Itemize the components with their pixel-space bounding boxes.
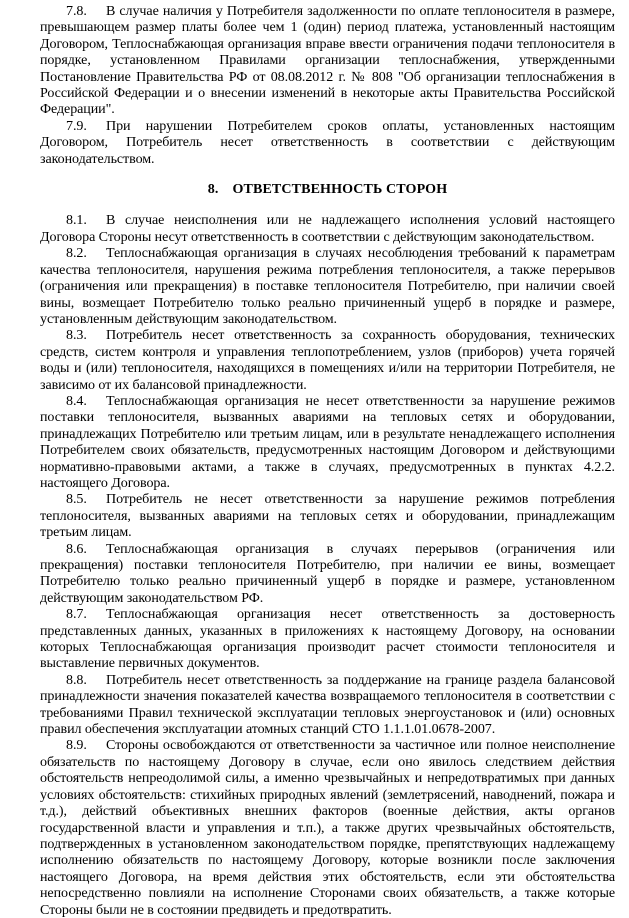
section-title: ОТВЕТСТВЕННОСТЬ СТОРОН <box>232 181 448 198</box>
clause-text: В случае наличия у Потребителя задолженности по оплате теплоносителя в размере, превышающем размер платы более чем 1 (один) период платежа, установленный настоящим Договором, Теплоснабжающая организация вправе ввести ограничения подачи теплоносителя в порядке, установленном Правилами организации теплоснабжения, утвержденными Постановление Правительства РФ от 08.08.2012 г. № 808 "Об организации теплоснабжения в Российской Федерации и о внесении изменений в некоторые акты Правительства Российской Федерации". <box>40 3 615 118</box>
clause-number: 8.4. <box>66 392 87 409</box>
clause-text: Теплоснабжающая организация в случаях несоблюдения требований к параметрам качества теплоносителя, нарушения режима потребления теплоносителя, а также перерывов (ограничения или прекращения) в поставке теплоносителя Потребителю, при наличии своей вины, возмещает Потребителю только реально причиненный ущерб в порядке и размере, установленным действующим законодательством. <box>40 245 615 327</box>
clause-8-4 <box>40 393 615 491</box>
clause-8-5 <box>40 491 615 540</box>
clause-8-9 <box>40 737 615 917</box>
section-number: 8. <box>207 181 219 198</box>
clause-number: 7.8. <box>66 3 87 19</box>
clause-number: 8.7. <box>66 606 87 623</box>
clause-number: 8.9. <box>66 737 87 754</box>
clause-text: В случае неисполнения или не надлежащего исполнения условий настоящего Договора Стороны несут ответственность в соответствии с действующим законодательством. <box>40 212 615 245</box>
clause-7-8 <box>40 3 615 118</box>
clause-number: 8.2. <box>66 245 87 262</box>
clause-text: Стороны освобождаются от ответственности за частичное или полное неисполнение обязательств по настоящему Договору в случае, если оно явилось следствием действия обстоятельств непреодолимой силы, а именно чрезвычайных и непредотвратимых при данных условиях обстоятельств: стихийных природных явлений (землетрясений, наводнений, пожара и т.д.), действий объективных внешних факторов (военные действия, акты органов государственной власти и управления и т.п.), а также других чрезвычайных обстоятельств, подтвержденных в установленном законодательством порядке, препятствующих надлежащему исполнению обязательств по настоящему Договору, которые возникли после заключения настоящего Договора, на время действия этих обстоятельств, если эти обстоятельства непосредственно повлияли на исполнение Сторонами своих обязательств, а также которые Стороны были не в состоянии предвидеть и предотвратить. <box>40 737 615 918</box>
clause-8-1 <box>40 212 615 245</box>
clause-number: 8.3. <box>66 327 87 344</box>
clause-8-8 <box>40 672 615 738</box>
clause-text: Теплоснабжающая организация в случаях перерывов (ограничения или прекращения) поставки теплоносителя Потребителю, при наличии ее вины, возмещает Потребителю только реально причиненный ущерб в порядке и размере, установленном действующим законодательством РФ. <box>40 540 615 606</box>
clause-number: 8.8. <box>66 671 87 688</box>
clause-8-2 <box>40 245 615 327</box>
clause-text: Потребитель не несет ответственности за нарушение режимов потребления теплоносителя, вызванных авариями на тепловых сетях и оборудовании, принадлежащим третьим лицам. <box>40 491 615 541</box>
clause-text: Теплоснабжающая организация не несет ответственности за нарушение режимов поставки теплоносителя, вызванных авариями на тепловых сетях и оборудовании, принадлежащих Потребителю или третьим лицам, или в результате ненадлежащего исполнения Потребителем своих обязательств, предусмотренных настоящим Договором и действующими нормативно-правовыми актами, а также в случаях, предусмотренных в пунктах 4.2.2. настоящего Договора. <box>40 392 615 491</box>
clause-text: Потребитель несет ответственность за поддержание на границе раздела балансовой принадлежности значения показателей качества возвращаемого теплоносителя в соответствии с требованиями Правил технической эксплуатации тепловых энергоустановок и (или) основных правил обеспечения эксплуатации атомных станций СТО 1.1.1.01.0678-2007. <box>40 671 615 738</box>
clause-number: 8.5. <box>66 491 87 508</box>
section-heading <box>40 181 615 197</box>
clause-8-6 <box>40 541 615 607</box>
clause-7-9 <box>40 118 615 167</box>
clause-text: Потребитель несет ответственность за сохранность оборудования, технических средств, систем контроля и управления теплопотреблением, узлов (приборов) учета горячей воды и (или) теплоносителя, находящихся в помещениях и/или на территории Потребителя, не зависимо от их балансовой принадлежности. <box>40 327 615 393</box>
clause-number: 8.6. <box>66 540 87 557</box>
clause-number: 7.9. <box>66 117 87 134</box>
clause-8-3 <box>40 327 615 393</box>
clause-text: Теплоснабжающая организация несет ответственность за достоверность представленных данных, указанных в приложениях к настоящему Договору, на основании которых Теплоснабжающая организация производит расчет стоимости теплоносителя и выставление первичных документов. <box>40 606 615 672</box>
clause-8-7 <box>40 606 615 672</box>
clause-text: При нарушении Потребителем сроков оплаты, установленных настоящим Договором, Потребитель несет ответственность в соответствии с действующим законодательством. <box>40 117 615 167</box>
clause-number: 8.1. <box>66 212 87 229</box>
